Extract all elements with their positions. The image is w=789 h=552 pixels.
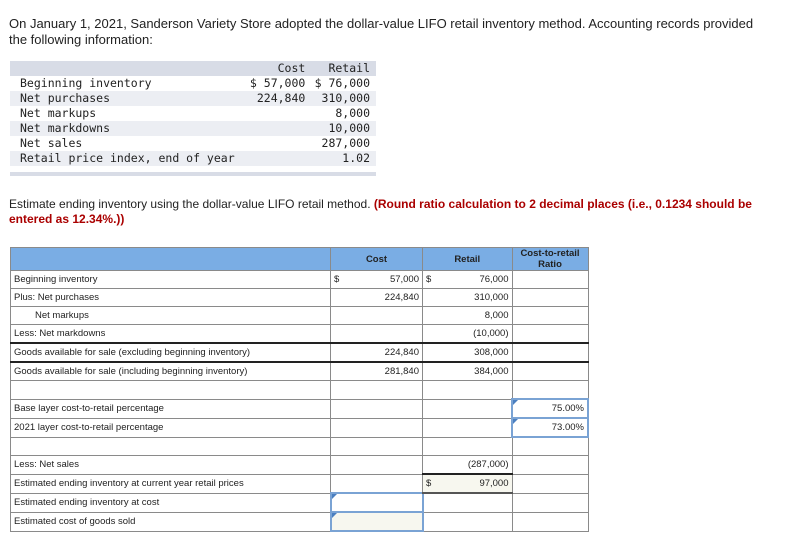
- given-data-table: [10, 61, 376, 166]
- given-retail: 8,000: [335, 106, 370, 120]
- table-divider: [10, 172, 376, 176]
- row-label: Beginning inventory: [11, 271, 331, 289]
- row-label: Net markups: [11, 307, 331, 325]
- instructions: [9, 197, 769, 227]
- table-row: [11, 289, 589, 307]
- given-label: Retail price index, end of year: [20, 151, 235, 165]
- row-label: 2021 layer cost-to-retail percentage: [11, 418, 331, 437]
- row-label: Goods available for sale (including beginning inventory): [11, 362, 331, 381]
- table-row: [11, 399, 589, 418]
- given-label: Net markups: [20, 106, 97, 120]
- table-row: [11, 456, 589, 475]
- worksheet-table: [10, 247, 589, 532]
- rounding-note: (Round ratio calculation to 2 decimal places (i.e., 0.1234 should be entered as 12.34%.)): [9, 197, 752, 226]
- dollar-sign: $: [334, 274, 340, 285]
- given-label: Net purchases: [20, 91, 111, 105]
- table-row: [11, 418, 589, 437]
- row-label: Goods available for sale (excluding beginning inventory): [11, 343, 331, 362]
- base-ratio-input[interactable]: 75.00%: [512, 399, 588, 418]
- table-row: [11, 474, 589, 493]
- table-row: [11, 325, 589, 344]
- cost-value: 57,000: [389, 274, 419, 285]
- cogs-input[interactable]: [331, 512, 423, 531]
- cost-value: 281,840: [331, 362, 423, 381]
- retail-value: (10,000): [423, 325, 513, 344]
- blank-row: [11, 437, 589, 456]
- table-row: [11, 343, 589, 362]
- header-cost: Cost: [331, 248, 423, 271]
- cost-value: 224,840: [331, 289, 423, 307]
- ending-inventory-cost-input[interactable]: [331, 493, 423, 512]
- table-row: [11, 362, 589, 381]
- cost-value: 224,840: [331, 343, 423, 362]
- given-retail: 287,000: [321, 136, 370, 150]
- retail-value: 76,000: [479, 274, 509, 285]
- given-retail: 1.02: [342, 151, 370, 165]
- given-retail: 10,000: [328, 121, 370, 135]
- given-retail: 310,000: [321, 91, 370, 105]
- row-label: Less: Net markdowns: [11, 325, 331, 344]
- given-retail: $ 76,000: [314, 76, 370, 90]
- given-label: Beginning inventory: [20, 76, 152, 90]
- instructions-text: Estimate ending inventory using the dollar-value LIFO retail method.: [9, 197, 374, 211]
- layer-2021-ratio-input[interactable]: 73.00%: [512, 418, 588, 437]
- table-row: [11, 271, 589, 289]
- retail-value: 308,000: [423, 343, 513, 362]
- row-label: Estimated cost of goods sold: [11, 512, 331, 531]
- table-row: [11, 493, 589, 512]
- retail-value: 8,000: [423, 307, 513, 325]
- blank-row: [11, 381, 589, 400]
- retail-value: 310,000: [423, 289, 513, 307]
- header-retail: Retail: [423, 248, 513, 271]
- retail-value: 97,000: [479, 478, 509, 489]
- retail-value: (287,000): [423, 456, 513, 475]
- header-ratio: Cost-to-retail Ratio: [512, 248, 588, 271]
- given-header-cost: Cost: [277, 61, 306, 75]
- given-label: Net markdowns: [20, 121, 111, 135]
- given-cost: 224,840: [256, 91, 306, 105]
- problem-intro: On January 1, 2021, Sanderson Variety Store adopted the dollar-value LIFO retail inventory method. Accounting records provided the following information:: [9, 16, 754, 47]
- row-label: Estimated ending inventory at cost: [11, 493, 331, 512]
- given-label: Net sales: [20, 136, 83, 150]
- dollar-sign: $: [426, 478, 432, 489]
- table-row: [11, 512, 589, 531]
- row-label: Base layer cost-to-retail percentage: [11, 399, 331, 418]
- dollar-sign: $: [426, 274, 432, 285]
- table-row: [11, 307, 589, 325]
- row-label: Estimated ending inventory at current year retail prices: [11, 474, 331, 493]
- retail-value: 384,000: [423, 362, 513, 381]
- given-cost: $ 57,000: [249, 76, 306, 90]
- given-header-retail: Retail: [328, 61, 370, 75]
- row-label: Plus: Net purchases: [11, 289, 331, 307]
- row-label: Less: Net sales: [11, 456, 331, 475]
